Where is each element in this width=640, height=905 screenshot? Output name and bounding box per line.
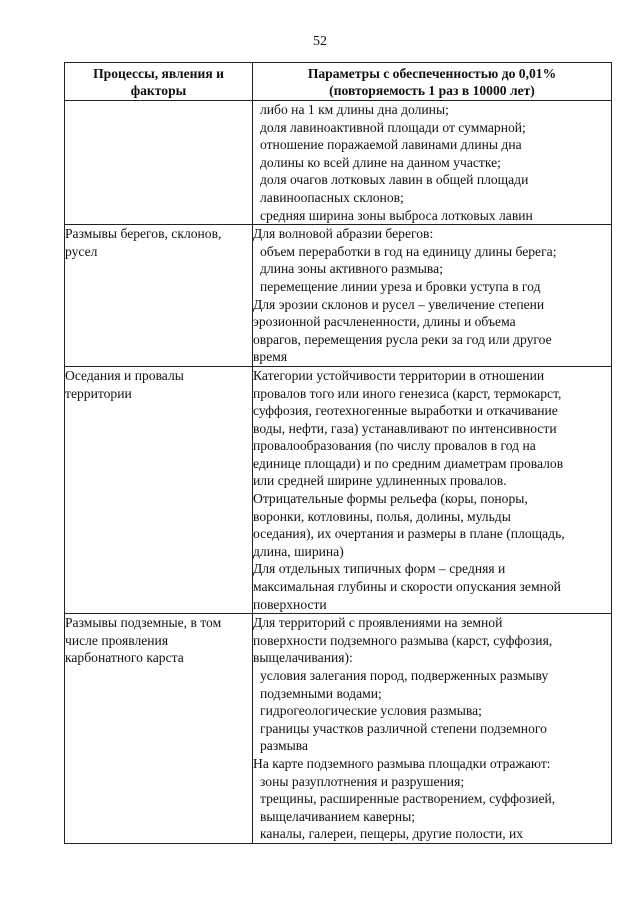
parameter-line: поверхности подземного размыва (карст, суффозия, xyxy=(253,632,553,648)
parameter-line: Для территорий с проявлениями на земной xyxy=(253,615,503,631)
parameter-line: Для отдельных типичных форм – средняя и xyxy=(253,561,506,577)
parameter-line: длина, ширина) xyxy=(253,543,344,559)
header-parameters-line: Параметры с обеспеченностью до 0,01% xyxy=(307,66,557,81)
parameter-line: поверхности xyxy=(253,596,327,612)
parameter-line: единице площади) и по средним диаметрам провалов xyxy=(253,455,564,471)
parameter-line: трещины, расширенные растворением, суффозией, xyxy=(260,791,556,807)
parameter-line: доля лавиноактивной площади от суммарной; xyxy=(260,119,526,135)
parameter-line: На карте подземного размыва площадки отражают: xyxy=(253,755,551,771)
process-cell xyxy=(65,614,253,844)
parameter-line: гидрогеологические условия размыва; xyxy=(260,703,482,719)
parameter-line: суффозия, геотехногенные выработки и откачивание xyxy=(253,403,558,419)
parameter-line: Для эрозии склонов и русел – увеличение степени xyxy=(253,296,545,312)
parameter-line: подземными водами; xyxy=(260,685,382,701)
process-line: Размывы берегов, склонов, xyxy=(65,226,222,242)
parameter-line: Отрицательные формы рельефа (коры, поноры, xyxy=(253,491,528,507)
parameter-line: средняя ширина зоны выброса лотковых лавин xyxy=(260,207,533,223)
parameter-line: размыва xyxy=(260,738,309,754)
parameter-line: время xyxy=(253,349,288,365)
parameter-line: либо на 1 км длины дна долины; xyxy=(260,102,449,117)
header-processes-line: факторы xyxy=(130,83,187,98)
table-body xyxy=(65,101,612,844)
process-cell xyxy=(65,366,253,613)
process-cell xyxy=(65,225,253,367)
header-parameters xyxy=(253,63,612,101)
parameter-line: воды, нефти, газа) устанавливают по интенсивности xyxy=(253,420,557,436)
process-line: территории xyxy=(65,385,132,401)
parameters-cell xyxy=(253,225,612,367)
parameter-line: отношение поражаемой лавинами длины дна xyxy=(260,137,522,153)
process-line: Размывы подземные, в том xyxy=(65,615,222,631)
process-cell xyxy=(65,101,253,225)
parameter-line: оседания), их очертания и размеры в плане (площадь, xyxy=(253,526,565,542)
table-row xyxy=(65,225,612,367)
header-processes-line: Процессы, явления и xyxy=(93,66,224,81)
parameter-line: условия залегания пород, подверженных размыву xyxy=(260,668,549,683)
parameter-line: воронки, котловины, полья, долины, мульды xyxy=(253,508,511,524)
parameter-line: максимальная глубины и скорости опускания земной xyxy=(253,579,561,595)
parameter-line: лавиноопасных склонов; xyxy=(260,189,404,205)
parameter-line: Категории устойчивости территории в отношении xyxy=(253,367,545,383)
table-row xyxy=(65,614,612,844)
parameter-line: провалообразования (по числу провалов в год на xyxy=(253,438,536,454)
parameters-table xyxy=(64,62,612,844)
parameters-cell xyxy=(253,366,612,613)
page-number: 52 xyxy=(313,34,327,49)
header-processes xyxy=(65,63,253,101)
parameter-line: эрозионной расчлененности, длины и объема xyxy=(253,314,516,330)
process-line: карбонатного карста xyxy=(65,650,184,666)
table-row xyxy=(65,366,612,613)
table-header-row xyxy=(65,63,612,101)
parameter-line: длина зоны активного размыва; xyxy=(260,261,443,277)
parameter-line: долины ко всей длине на данном участке; xyxy=(260,154,501,170)
parameter-line: Для волновой абразии берегов: xyxy=(253,226,434,242)
process-line: числе проявления xyxy=(65,632,169,648)
parameter-line: границы участков различной степени подземного xyxy=(260,720,547,736)
parameter-line: зоны разуплотнения и разрушения; xyxy=(260,773,465,789)
parameter-line: перемещение линии уреза и бровки уступа в год xyxy=(260,278,541,294)
parameter-line: оврагов, перемещения русла реки за год или другое xyxy=(253,331,552,347)
parameters-cell xyxy=(253,614,612,844)
parameter-line: объем переработки в год на единицу длины берега; xyxy=(260,243,557,259)
parameters-cell xyxy=(253,101,612,225)
parameter-line: провалов того или иного генезиса (карст, термокарст, xyxy=(253,385,562,401)
table-row xyxy=(65,101,612,225)
parameter-line: выщелачиванием каверны; xyxy=(260,808,416,824)
parameter-line: выщелачивания): xyxy=(253,650,353,666)
parameter-line: доля очагов лотковых лавин в общей площади xyxy=(260,172,529,188)
parameter-line: или средней ширине удлиненных провалов. xyxy=(253,473,507,489)
process-line: русел xyxy=(65,243,98,259)
process-line: Оседания и провалы xyxy=(65,367,184,383)
parameter-line: каналы, галереи, пещеры, другие полости, их xyxy=(260,826,524,842)
header-parameters-line: (повторяемость 1 раз в 10000 лет) xyxy=(329,83,535,98)
